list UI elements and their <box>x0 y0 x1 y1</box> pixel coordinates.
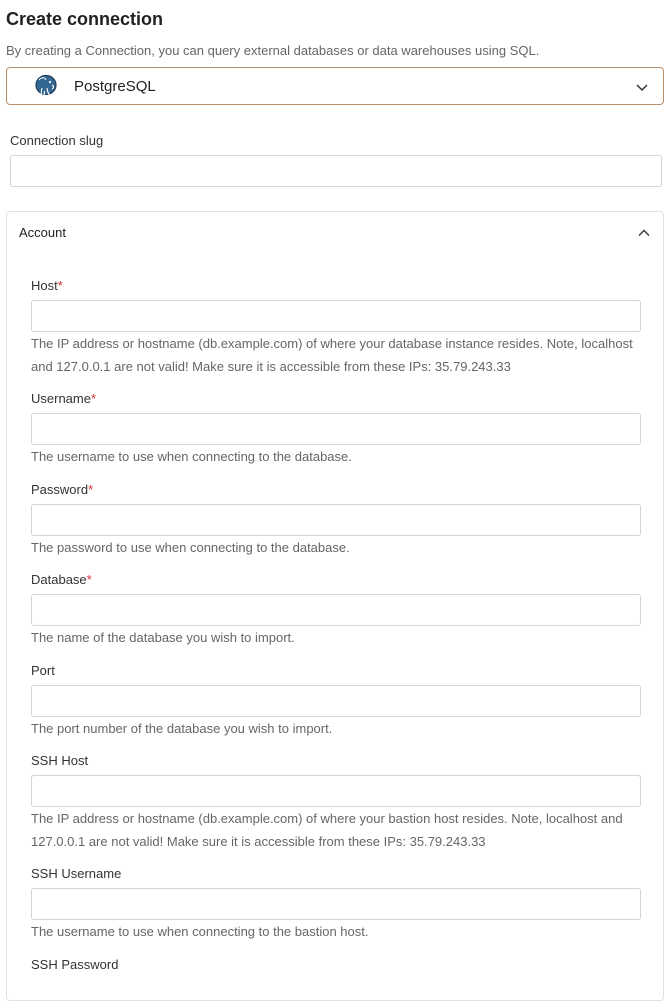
required-marker: * <box>57 278 63 293</box>
database-type-label: PostgreSQL <box>74 77 156 95</box>
database-type-select[interactable] <box>6 67 664 105</box>
host-label: Host* <box>31 278 63 293</box>
ssh-password-label: SSH Password <box>31 957 119 972</box>
port-help-text: The port number of the database you wish to import. <box>31 721 333 736</box>
port-input[interactable] <box>31 685 641 717</box>
ssh-host-input[interactable] <box>31 775 641 807</box>
page-subtitle: By creating a Connection, you can query external databases or data warehouses using SQL. <box>6 43 540 58</box>
page-title: Create connection <box>6 9 164 29</box>
connection-slug-input[interactable] <box>10 155 662 187</box>
username-input[interactable] <box>31 413 641 445</box>
database-input[interactable] <box>31 594 641 626</box>
required-marker: * <box>88 482 94 497</box>
database-help-text: The name of the database you wish to import. <box>31 630 295 645</box>
port-label: Port <box>31 663 55 678</box>
chevron-down-icon <box>635 80 649 94</box>
password-input[interactable] <box>31 504 641 536</box>
password-label: Password* <box>31 482 94 497</box>
required-marker: * <box>90 391 97 406</box>
connection-slug-label: Connection slug <box>10 133 104 148</box>
ssh-username-help-text: The username to use when connecting to the bastion host. <box>31 924 369 939</box>
account-section-toggle[interactable] <box>7 212 663 254</box>
database-label: Database* <box>31 572 92 587</box>
username-help-text: The username to use when connecting to the database. <box>31 449 352 464</box>
account-section-title: Account <box>19 225 66 240</box>
ssh-host-help-text: The IP address or hostname (db.example.com) of where your bastion host resides. Note, localhost and 127.0.0.1 are not valid! Make sure it is accessible from these IPs: 35.79.243.33 <box>31 811 623 849</box>
ssh-host-label: SSH Host <box>31 753 89 768</box>
postgresql-elephant-icon <box>33 73 59 99</box>
host-help-text: The IP address or hostname (db.example.com) of where your database instance resides. Note, localhost and 127.0.0.1 are not valid! Make sure it is accessible from these IPs: 35.79.243.33 <box>31 336 633 374</box>
password-help-text: The password to use when connecting to the database. <box>31 540 350 555</box>
ssh-username-label: SSH Username <box>31 866 122 881</box>
chevron-up-icon <box>637 226 651 240</box>
required-marker: * <box>86 572 92 587</box>
ssh-username-input[interactable] <box>31 888 641 920</box>
username-label: Username* <box>31 391 97 406</box>
host-input[interactable] <box>31 300 641 332</box>
